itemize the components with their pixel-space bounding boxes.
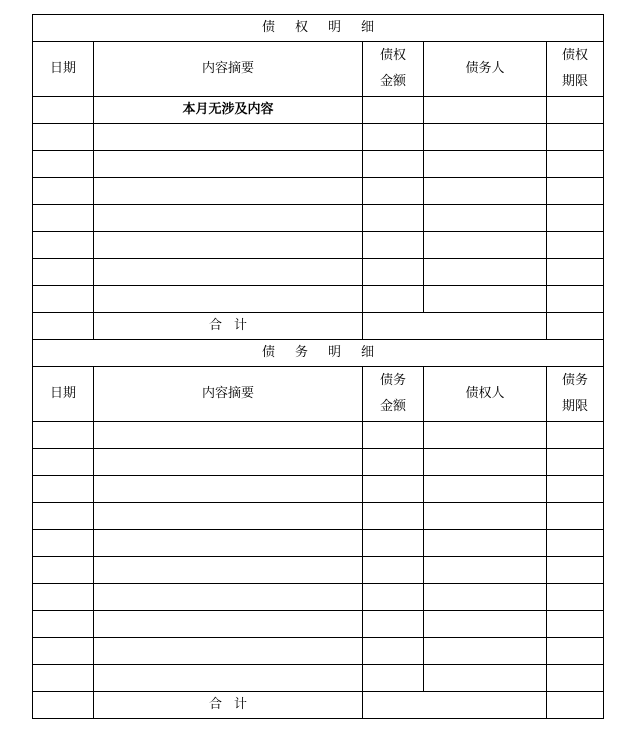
credit-cell-date — [33, 178, 94, 205]
debt-cell-amount — [363, 530, 424, 557]
credit-cell-term — [547, 178, 604, 205]
debt-cell-party — [424, 422, 547, 449]
credit-table-row — [33, 97, 604, 124]
debt-header-amount — [363, 367, 424, 422]
credit-cell-summary — [94, 151, 363, 178]
credit-header-term-line1: 债权 — [562, 48, 589, 63]
debt-cell-term — [547, 557, 604, 584]
debt-cell-date — [33, 449, 94, 476]
ledger-table — [32, 14, 604, 719]
credit-cell-term — [547, 286, 604, 313]
debt-cell-date — [33, 422, 94, 449]
credit-cell-amount — [363, 124, 424, 151]
debt-header-date: 日期 — [33, 367, 94, 422]
credit-cell-amount — [363, 286, 424, 313]
debt-table-row — [33, 530, 604, 557]
debt-total-term — [547, 692, 604, 719]
debt-cell-amount — [363, 638, 424, 665]
credit-cell-date — [33, 286, 94, 313]
credit-cell-summary — [94, 232, 363, 259]
debt-cell-term — [547, 584, 604, 611]
debt-cell-party — [424, 584, 547, 611]
credit-total-term — [547, 313, 604, 340]
debt-header-amount-line2: 金额 — [379, 399, 406, 414]
debt-title-char: 细 — [361, 345, 375, 360]
debt-cell-party — [424, 530, 547, 557]
debt-cell-amount — [363, 611, 424, 638]
credit-cell-party — [424, 286, 547, 313]
debt-cell-date — [33, 476, 94, 503]
credit-cell-party — [424, 205, 547, 232]
credit-table-row — [33, 232, 604, 259]
debt-cell-term — [547, 503, 604, 530]
credit-cell-party — [424, 151, 547, 178]
debt-header-term — [547, 367, 604, 422]
credit-header-row — [33, 42, 604, 97]
debt-table-row — [33, 665, 604, 692]
debt-total-row — [33, 692, 604, 719]
credit-cell-party — [424, 97, 547, 124]
credit-cell-term — [547, 124, 604, 151]
debt-total-blank — [33, 692, 94, 719]
debt-table-row — [33, 503, 604, 530]
debt-cell-party — [424, 449, 547, 476]
credit-table-row — [33, 205, 604, 232]
debt-title-char: 务 — [294, 345, 308, 360]
debt-table-row — [33, 476, 604, 503]
credit-table-row — [33, 286, 604, 313]
debt-cell-summary — [94, 476, 363, 503]
debt-cell-amount — [363, 476, 424, 503]
debt-cell-term — [547, 530, 604, 557]
credit-cell-term — [547, 97, 604, 124]
credit-header-term-line2: 期限 — [562, 74, 589, 89]
credit-section-title — [33, 15, 604, 42]
credit-cell-party — [424, 259, 547, 286]
credit-cell-date — [33, 232, 94, 259]
debt-cell-summary — [94, 449, 363, 476]
credit-cell-party — [424, 124, 547, 151]
credit-total-row — [33, 313, 604, 340]
ledger-body — [33, 15, 604, 719]
debt-header-term-line1: 债务 — [562, 373, 589, 388]
credit-header-amount-line2: 金额 — [379, 74, 406, 89]
credit-title-char: 债 — [261, 20, 275, 35]
debt-cell-summary — [94, 665, 363, 692]
credit-title-char: 明 — [328, 20, 342, 35]
credit-cell-date — [33, 151, 94, 178]
debt-cell-summary — [94, 638, 363, 665]
debt-cell-term — [547, 422, 604, 449]
credit-cell-summary: 本月无涉及内容 — [94, 97, 363, 124]
debt-cell-date — [33, 503, 94, 530]
debt-cell-party — [424, 476, 547, 503]
credit-header-summary: 内容摘要 — [94, 42, 363, 97]
credit-cell-amount — [363, 205, 424, 232]
credit-total-char: 计 — [234, 318, 248, 333]
credit-total-label — [94, 313, 363, 340]
credit-cell-date — [33, 97, 94, 124]
debt-cell-summary — [94, 503, 363, 530]
debt-cell-term — [547, 611, 604, 638]
credit-total-value — [363, 313, 547, 340]
credit-cell-summary — [94, 205, 363, 232]
debt-table-row — [33, 611, 604, 638]
credit-cell-party — [424, 178, 547, 205]
debt-cell-amount — [363, 584, 424, 611]
credit-header-amount-line1: 债权 — [379, 48, 406, 63]
debt-header-row — [33, 367, 604, 422]
debt-cell-summary — [94, 530, 363, 557]
debt-table-row — [33, 557, 604, 584]
credit-header-term — [547, 42, 604, 97]
credit-cell-date — [33, 124, 94, 151]
debt-cell-party — [424, 638, 547, 665]
credit-cell-term — [547, 232, 604, 259]
debt-cell-date — [33, 584, 94, 611]
debt-header-term-line2: 期限 — [562, 399, 589, 414]
debt-table-row — [33, 584, 604, 611]
credit-cell-date — [33, 259, 94, 286]
debt-cell-date — [33, 638, 94, 665]
debt-cell-date — [33, 530, 94, 557]
credit-header-date: 日期 — [33, 42, 94, 97]
debt-table-row — [33, 422, 604, 449]
credit-cell-amount — [363, 259, 424, 286]
credit-cell-amount — [363, 151, 424, 178]
debt-total-char: 计 — [234, 697, 248, 712]
credit-cell-summary — [94, 124, 363, 151]
credit-cell-party — [424, 232, 547, 259]
credit-title-char: 细 — [361, 20, 375, 35]
credit-table-row — [33, 124, 604, 151]
credit-table-row — [33, 178, 604, 205]
debt-header-amount-line1: 债务 — [379, 373, 406, 388]
credit-cell-amount — [363, 178, 424, 205]
debt-header-party: 债权人 — [424, 367, 547, 422]
credit-cell-term — [547, 205, 604, 232]
debt-cell-term — [547, 665, 604, 692]
credit-total-blank — [33, 313, 94, 340]
debt-total-value — [363, 692, 547, 719]
debt-table-row — [33, 449, 604, 476]
credit-cell-summary — [94, 259, 363, 286]
debt-cell-date — [33, 557, 94, 584]
debt-cell-amount — [363, 665, 424, 692]
debt-cell-date — [33, 611, 94, 638]
debt-header-summary: 内容摘要 — [94, 367, 363, 422]
debt-cell-summary — [94, 611, 363, 638]
debt-title-row — [33, 340, 604, 367]
debt-cell-amount — [363, 449, 424, 476]
credit-total-char: 合 — [208, 318, 222, 333]
debt-total-char: 合 — [208, 697, 222, 712]
debt-table-row — [33, 638, 604, 665]
debt-cell-summary — [94, 422, 363, 449]
credit-title-row — [33, 15, 604, 42]
debt-cell-party — [424, 557, 547, 584]
debt-cell-summary — [94, 557, 363, 584]
credit-table-row — [33, 259, 604, 286]
credit-cell-term — [547, 151, 604, 178]
credit-cell-amount — [363, 97, 424, 124]
debt-cell-term — [547, 449, 604, 476]
debt-cell-term — [547, 638, 604, 665]
debt-cell-term — [547, 476, 604, 503]
debt-cell-party — [424, 503, 547, 530]
debt-section-title — [33, 340, 604, 367]
credit-title-char: 权 — [294, 20, 308, 35]
debt-cell-date — [33, 665, 94, 692]
credit-cell-summary — [94, 178, 363, 205]
credit-header-amount — [363, 42, 424, 97]
debt-title-char: 债 — [261, 345, 275, 360]
credit-header-party: 债务人 — [424, 42, 547, 97]
credit-cell-term — [547, 259, 604, 286]
debt-cell-party — [424, 611, 547, 638]
credit-cell-date — [33, 205, 94, 232]
debt-cell-amount — [363, 503, 424, 530]
credit-table-row — [33, 151, 604, 178]
debt-cell-amount — [363, 557, 424, 584]
debt-cell-summary — [94, 584, 363, 611]
debt-title-char: 明 — [328, 345, 342, 360]
credit-cell-amount — [363, 232, 424, 259]
credit-cell-summary — [94, 286, 363, 313]
debt-total-label — [94, 692, 363, 719]
debt-cell-party — [424, 665, 547, 692]
debt-cell-amount — [363, 422, 424, 449]
